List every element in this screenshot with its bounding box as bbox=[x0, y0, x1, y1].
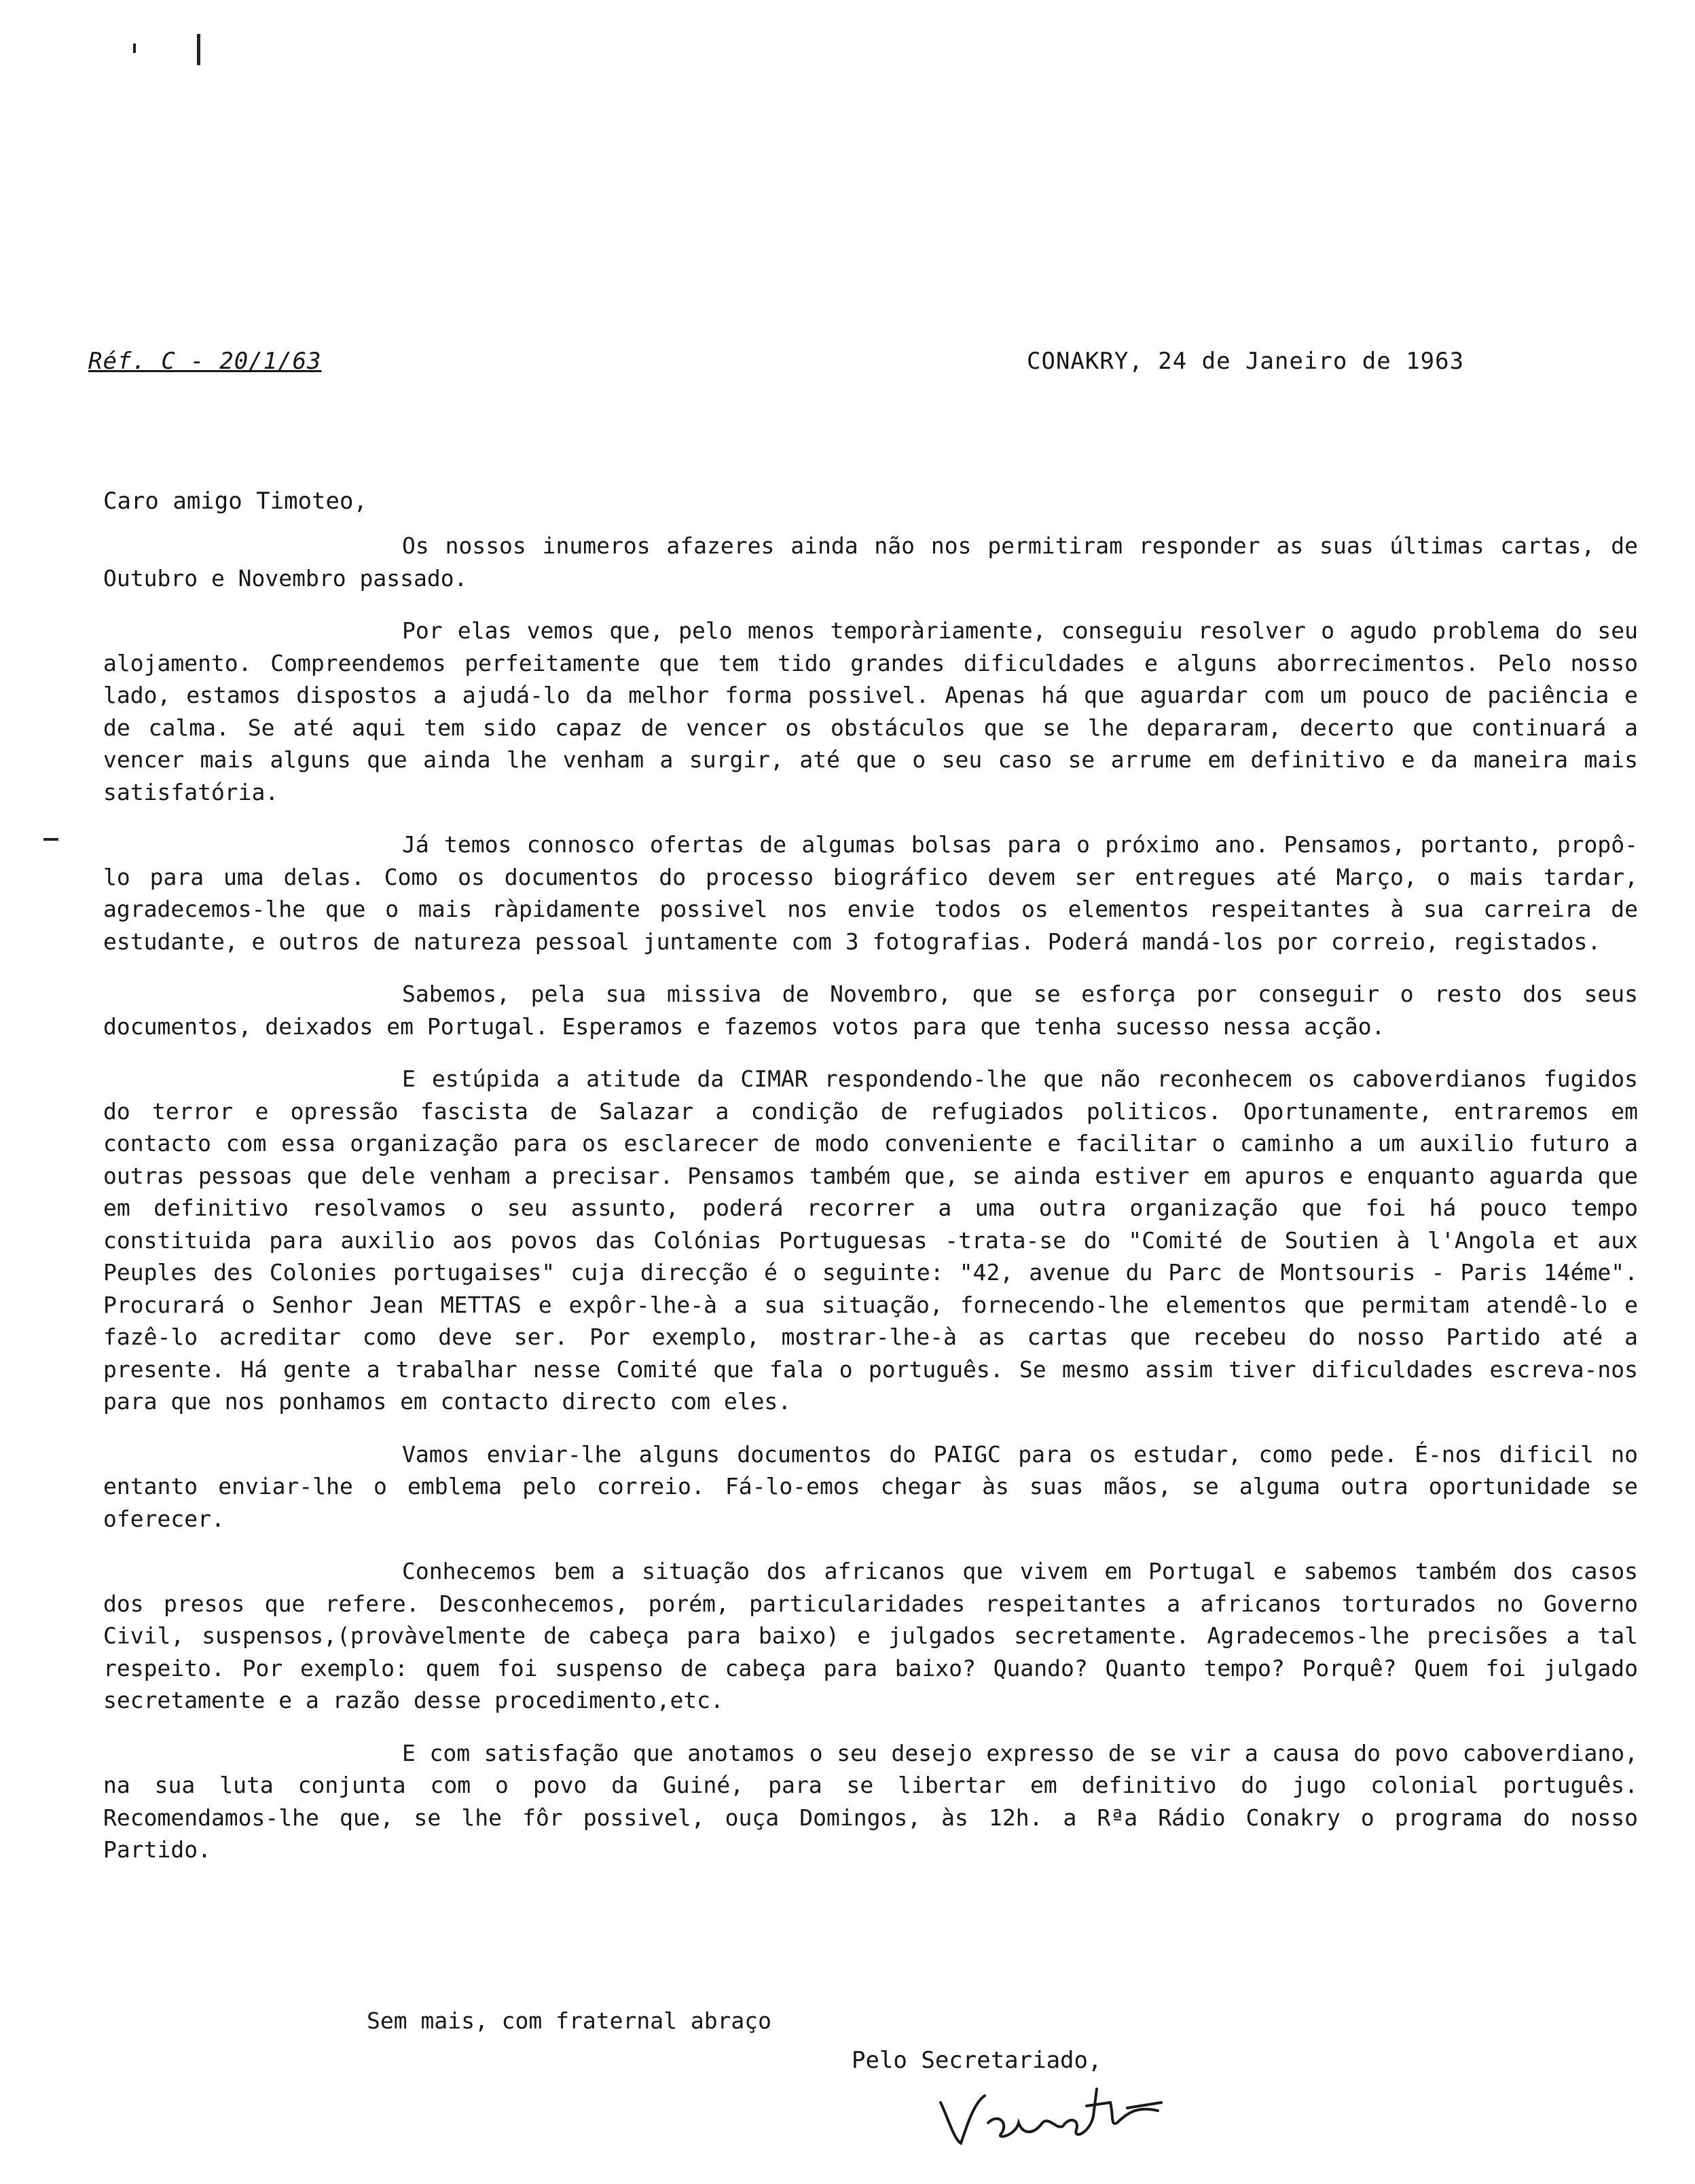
signature-label: Pelo Secretariado, bbox=[852, 2047, 1102, 2074]
reference-number: Réf. C - 20/1/63 bbox=[88, 348, 322, 375]
paragraph: E estúpida a atitude da CIMAR respondendo-lhe que não reconhecem os caboverdianos fugidos do terror e opressão fascista de Salazar a condição de refugiados politicos. Oportunamente, entraremos em contacto com essa organização para os esclarecer de modo conveniente e facilitar o caminho a um auxilio futuro a outras pessoas que dele venham a precisar. Pensamos também que, se ainda estiver em apuros e enquanto aguarda que em definitivo resolvamos o seu assunto, poderá recorrer a uma outra organização que foi há pouco tempo constituida para auxilio aos povos das Colónias Portuguesas -trata-se do "Comité de Soutien à l'Angola et aux Peuples des Colonies portugaises" cuja direcção é o seguinte: "42, avenue du Parc de Montsouris - Paris 14éme". Procurará o Senhor Jean METTAS e expôr-lhe-à a sua situação, fornecendo-lhe elementos que permitam atendê-lo e fazê-lo acreditar como deve ser. Por exemplo, mostrar-lhe-à as cartas que recebeu do nosso Partido até a presente. Há gente a trabalhar nesse Comité que fala o português. Se mesmo assim tiver dificuldades escreva-nos para que nos ponhamos em contacto directo com eles. bbox=[103, 1066, 1638, 1415]
paragraph: Conhecemos bem a situação dos africanos que vivem em Portugal e sabemos também dos casos dos presos que refere. Desconhecemos, porém, particularidades respeitantes a africanos torturados no Governo Civil, suspensos,(provàvelmente de cabeça para baixo) e julgados secretamente. Agradecemos-lhe precisões a tal respeito. Por exemplo: quem foi suspenso de cabeça para baixo? Quando? Quanto tempo? Porquê? Quem foi julgado secretamente e a razão desse procedimento,etc. bbox=[103, 1558, 1638, 1713]
scan-mark bbox=[197, 34, 200, 65]
letter-body bbox=[103, 530, 1638, 1887]
paragraph: Vamos enviar-lhe alguns documentos do PAIGC para os estudar, como pede. É-nos dificil no entanto enviar-lhe o emblema pelo correio. Fá-lo-emos chegar às suas mãos, se alguma outra oportunidade se oferecer. bbox=[103, 1440, 1638, 1532]
paragraph: Sabemos, pela sua missiva de Novembro, que se esforça por conseguir o resto dos seus documentos, deixados em Portugal. Esperamos e fazemos votos para que tenha sucesso nessa acção. bbox=[103, 981, 1638, 1040]
paragraph: Por elas vemos que, pelo menos temporàriamente, conseguiu resolver o agudo problema do seu alojamento. Compreendemos perfeitamente que tem tido grandes dificuldades e alguns aborrecimentos. Pelo nosso lado, estamos dispostos a ajudá-lo da melhor forma possivel. Apenas há que aguardar com um pouco de paciência e de calma. Se até aqui tem sido capaz de vencer os obstáculos que se lhe depararam, decerto que continuará a vencer mais alguns que ainda lhe venham a surgir, até que o seu caso se arrume em definitivo e da maneira mais satisfatória. bbox=[103, 617, 1638, 805]
scan-mark bbox=[43, 838, 58, 841]
closing-line: Sem mais, com fraternal abraço bbox=[367, 2007, 772, 2034]
salutation: Caro amigo Timoteo, bbox=[103, 488, 367, 515]
handwritten-signature bbox=[934, 2075, 1165, 2157]
dateline: CONAKRY, 24 de Janeiro de 1963 bbox=[1027, 348, 1465, 375]
paragraph: Já temos connosco ofertas de algumas bolsas para o próximo ano. Pensamos, portanto, propô-lo para uma delas. Como os documentos do processo biográfico devem ser entregues até Março, o mais tardar, agradecemos-lhe que o mais ràpidamente possivel nos envie todos os elementos respeitantes à sua carreira de estudante, e outros de natureza pessoal juntamente com 3 fotografias. Poderá mandá-los por correio, registados. bbox=[103, 831, 1638, 955]
scan-mark bbox=[133, 43, 136, 53]
paragraph: E com satisfação que anotamos o seu desejo expresso de se vir a causa do povo caboverdiano, na sua luta conjunta com o povo da Guiné, para se libertar em definitivo do jugo colonial português. Recomendamos-lhe que, se lhe fôr possivel, ouça Domingos, às 12h. a Rªa Rádio Conakry o programa do nosso Partido. bbox=[103, 1739, 1638, 1863]
paragraph: Os nossos inumeros afazeres ainda não nos permitiram responder as suas últimas cartas, de Outubro e Novembro passado. bbox=[103, 532, 1638, 592]
